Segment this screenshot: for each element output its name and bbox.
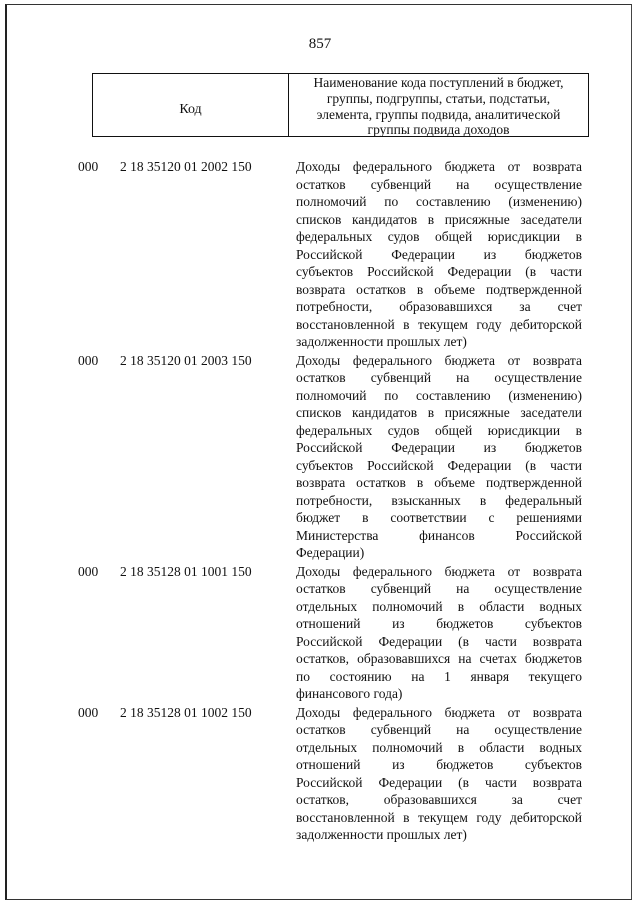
revenue-code: 2 18 35120 01 2002 150 [120, 159, 252, 174]
admin-code-cell [0, 704, 102, 844]
description-line: Российской Федерации (в части возврата [296, 633, 582, 649]
header-code-cell [93, 74, 289, 136]
table-row [0, 563, 640, 703]
description-line: бюджет в соответствии с решениями [296, 510, 582, 525]
description-line: субъектов Российской Федерации (в части [296, 457, 582, 473]
description-line: финансового года) [296, 686, 403, 701]
description-line: списков кандидатов в присяжные заседатели [296, 405, 582, 420]
admin-code-cell [0, 563, 102, 703]
revenue-description [292, 563, 582, 703]
admin-code-cell [0, 352, 102, 562]
description-line: отношений из бюджетов субъектов [296, 757, 582, 772]
admin-code: 000 [78, 159, 99, 174]
description-line: остатков субвенций на осуществление [296, 176, 582, 192]
admin-code-cell [0, 158, 102, 351]
description-line: субъектов Российской Федерации (в части [296, 264, 582, 279]
header-name-cell [289, 74, 588, 136]
description-line: восстановленной в текущем году дебиторской [296, 809, 582, 825]
admin-code: 000 [78, 704, 99, 720]
description-line: возврата остатков в объеме подтвержденной [296, 475, 582, 490]
description-line: отдельных полномочий в области водных [296, 739, 582, 755]
revenue-code: 2 18 35128 01 1001 150 [120, 563, 252, 579]
description-line: отношений из бюджетов субъектов [296, 616, 582, 631]
header-name-line: группы подвида доходов [367, 122, 510, 138]
description-line: списков кандидатов в присяжные заседатели [296, 211, 582, 227]
description-line: Российской Федерации из бюджетов [296, 246, 582, 262]
description-line: потребности, взысканных в федеральный [296, 492, 582, 508]
description-line: Министерства финансов Российской [296, 527, 582, 543]
page-number: 857 [308, 36, 332, 52]
description-line: задолженности прошлых лет) [296, 827, 467, 842]
admin-code: 000 [78, 352, 99, 368]
revenue-description [292, 704, 582, 844]
description-line: восстановленной в текущем году дебиторской [296, 316, 582, 332]
revenue-code: 2 18 35128 01 1002 150 [120, 704, 252, 720]
description-line: отдельных полномочий в области водных [296, 598, 582, 614]
description-line: Доходы федерального бюджета от возврата [296, 563, 582, 579]
description-line: остатков, образовавшихся за счет [296, 792, 582, 807]
header-name-line: элемента, группы подвида, аналитической [316, 106, 561, 122]
revenue-description [292, 352, 582, 562]
description-line: полномочий по составлению (изменению) [296, 194, 582, 209]
table-row [0, 158, 640, 351]
description-line: остатков субвенций на осуществление [296, 370, 582, 385]
header-code-label: Код [179, 102, 202, 117]
description-line: полномочий по составлению (изменению) [296, 387, 582, 403]
description-line: федеральных судов общей юрисдикции в [296, 229, 582, 244]
description-line: Доходы федерального бюджета от возврата [296, 352, 582, 368]
description-line: Российской Федерации из бюджетов [296, 440, 582, 455]
description-line: Российской Федерации (в части возврата [296, 774, 582, 790]
description-line: остатков субвенций на осуществление [296, 722, 582, 737]
revenue-code: 2 18 35120 01 2003 150 [120, 352, 252, 368]
revenue-description [292, 158, 582, 351]
description-line: Доходы федерального бюджета от возврата [296, 159, 582, 174]
description-line: Доходы федерального бюджета от возврата [296, 704, 582, 720]
description-line: возврата остатков в объеме подтвержденной [296, 281, 582, 297]
admin-code: 000 [78, 563, 99, 579]
description-line: остатков, образовавшихся на счетах бюджетов [296, 651, 582, 666]
table-row [0, 704, 640, 844]
table-row [0, 352, 640, 562]
description-line: Федерации) [296, 545, 365, 560]
header-name-line: группы, подгруппы, статьи, подстатьи, [326, 90, 551, 106]
header-name-line: Наименование кода поступлений в бюджет, [313, 75, 564, 90]
entries-list [0, 158, 640, 845]
description-line: федеральных судов общей юрисдикции в [296, 422, 582, 438]
description-line: задолженности прошлых лет) [296, 334, 467, 349]
description-line: по состоянию на 1 января текущего [296, 668, 582, 684]
description-line: остатков субвенций на осуществление [296, 581, 582, 596]
table-header [92, 73, 589, 137]
description-line: потребности, образовавшихся за счет [296, 299, 582, 314]
